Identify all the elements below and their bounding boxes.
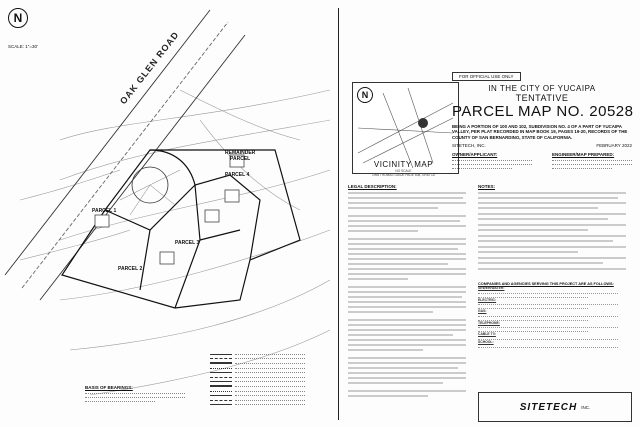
- legal-header: LEGAL DESCRIPTION:: [348, 184, 397, 189]
- title-description: BEING A PORTION OF 100 AND 102, SUBDIVISION NO. 4 OF A PART OF YUCAIPA VALLEY, PER PLAT RECORDED IN MAP BOOK 19, PAGES 19-20, RECORDS OF THE COUNTY OF SAN BERNARDINO, STATE OF CALIFORNIA.: [452, 124, 628, 140]
- vicinity-title: VICINITY MAP: [373, 160, 434, 169]
- vicinity-north-icon: [357, 87, 373, 103]
- legal-description: [348, 184, 468, 404]
- notes: [478, 184, 628, 348]
- company-entry: TELEPHONE:: [478, 321, 628, 333]
- remainder-line-1: REMAINDER: [225, 150, 256, 156]
- title-firm: SITETECH, INC.: [452, 143, 486, 149]
- vicinity-ref: 1998 THOMAS GUIDE PAGE 608, GRID C6: [372, 173, 435, 178]
- title-block: [452, 84, 632, 169]
- contacts: [452, 152, 632, 169]
- bearings-header: BASIS OF BEARINGS:: [85, 385, 133, 390]
- north-label: N: [13, 11, 23, 25]
- lot-label-parcel-1: PARCEL 1: [92, 208, 117, 214]
- firm-logo-suffix: INC.: [581, 404, 591, 410]
- legal-text-lines: [348, 189, 468, 399]
- title-parcel-map: PARCEL MAP NO. 20528: [452, 103, 634, 120]
- firm-logo-block: [478, 392, 632, 422]
- owner-header: OWNER/APPLICANT:: [452, 152, 498, 158]
- company-entry: SEWER/WATER:: [478, 286, 628, 298]
- firm-logo: SITETECH: [519, 401, 578, 413]
- title-date: FEBRUARY 2022: [596, 143, 632, 149]
- company-entry: CABLE TV:: [478, 332, 628, 340]
- engineer-header: ENGINEER/MAP PREPARED:: [552, 152, 615, 158]
- vicinity-north-label: N: [361, 90, 369, 100]
- lot-label-parcel-2: PARCEL 2: [118, 266, 143, 272]
- lot-label-parcel-4: PARCEL 4: [225, 172, 250, 178]
- lot-label-parcel-3: PARCEL 3: [175, 240, 200, 246]
- notes-header: NOTES:: [478, 184, 496, 189]
- title-footer: [452, 143, 632, 148]
- company-entry: GAS:: [478, 309, 628, 321]
- map-scale: SCALE: 1"=30': [8, 44, 38, 49]
- legend: [210, 352, 320, 407]
- vicinity-subtitle: NO SCALE: [395, 169, 412, 173]
- engineer-block: [552, 152, 632, 169]
- companies-header: COMPANIES AND AGENCIES SERVING THIS PROJECT ARE AS FOLLOWS:: [478, 282, 614, 286]
- title-tentative: TENTATIVE: [515, 93, 569, 103]
- notes-text-lines: [478, 189, 628, 275]
- vicinity-caption: [372, 160, 435, 177]
- official-use-stamp: FOR OFFICIAL USE ONLY: [452, 72, 521, 81]
- owner-block: [452, 152, 532, 169]
- road-label: OAK GLEN ROAD: [118, 29, 181, 107]
- company-entry: ELECTRIC:: [478, 298, 628, 310]
- remainder-line-2: PARCEL: [230, 156, 251, 162]
- sheet-divider: [338, 8, 339, 420]
- title-city: IN THE CITY OF YUCAIPA: [488, 84, 596, 93]
- legend-row: [210, 403, 320, 408]
- companies-list: [478, 286, 628, 348]
- basis-of-bearings: [85, 385, 185, 402]
- company-entry: SCHOOL:: [478, 340, 628, 348]
- lot-label-remainder: [225, 150, 255, 162]
